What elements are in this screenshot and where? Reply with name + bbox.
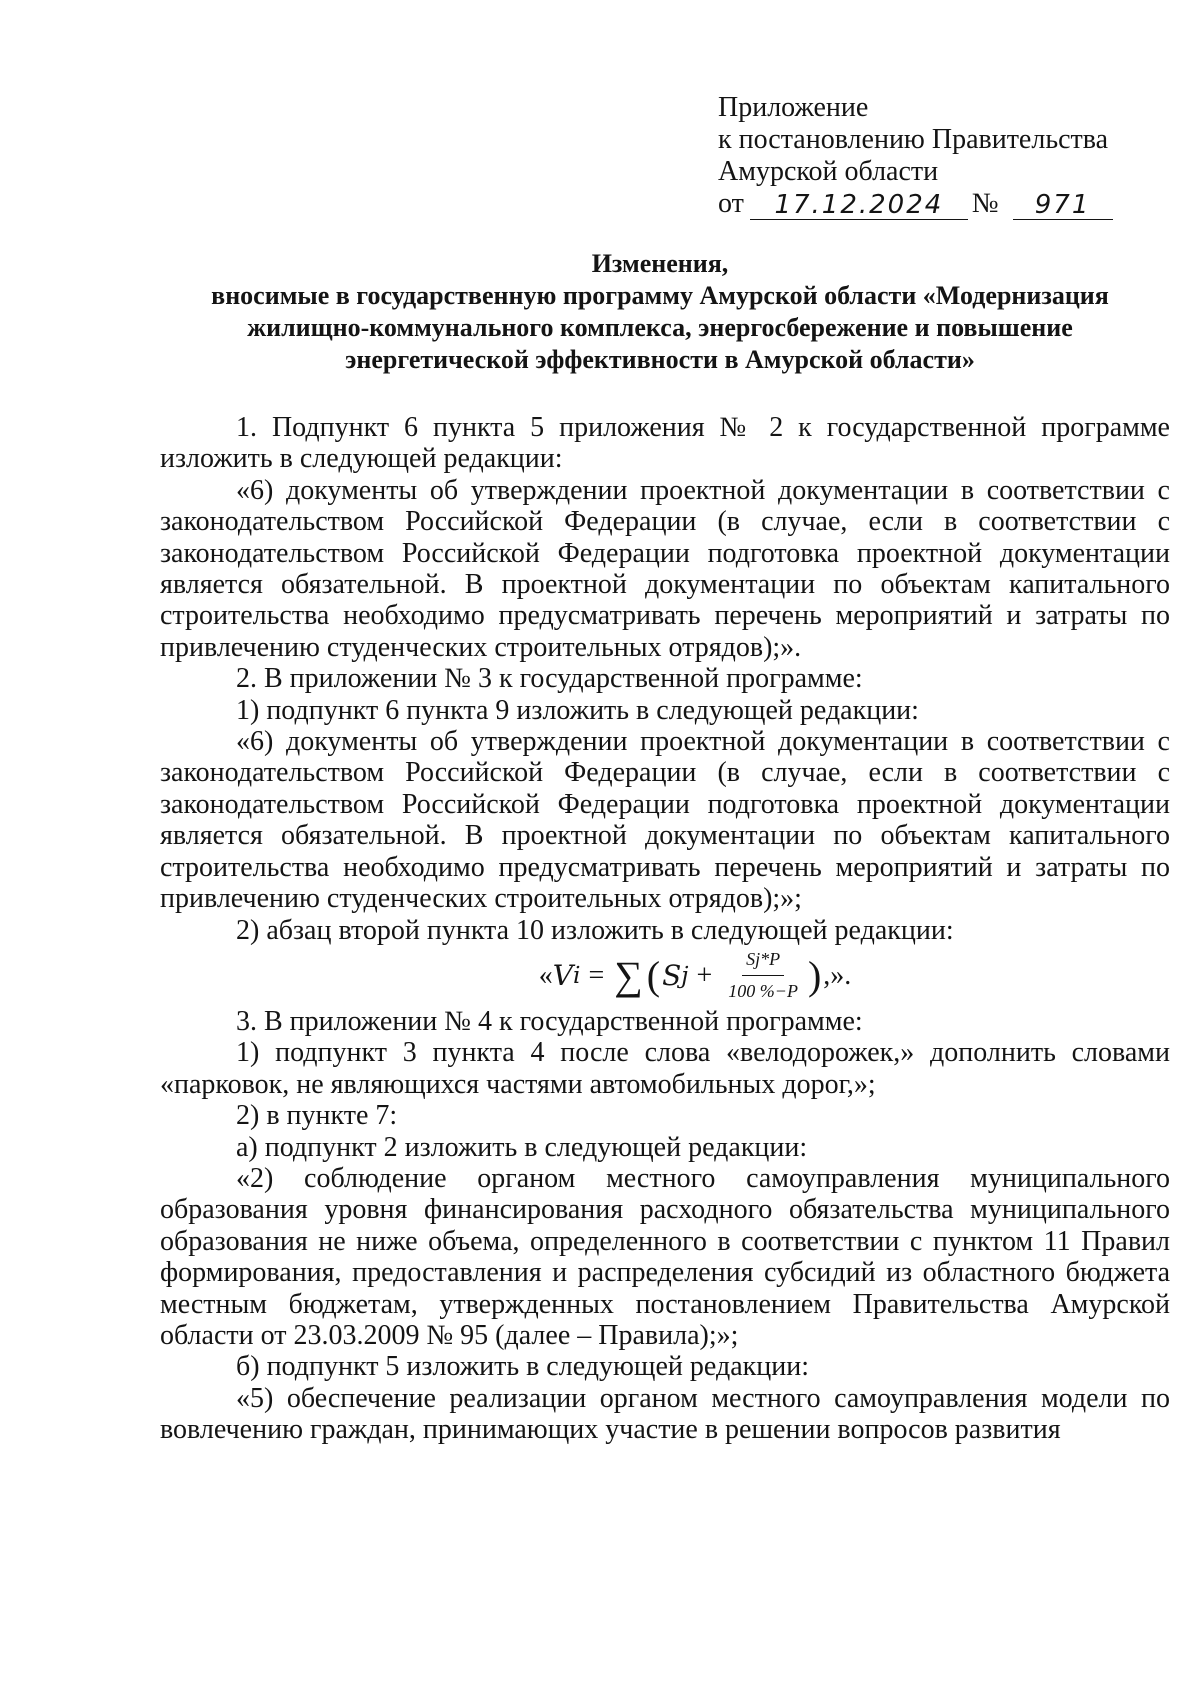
document-heading <box>150 248 1170 376</box>
paragraph-1: 1. Подпункт 6 пункта 5 приложения № 2 к государственной программе изложить в следующей редакции: <box>160 412 1170 475</box>
appendix-title: Приложение <box>718 92 869 123</box>
paragraph-7: 3. В приложении № 4 к государственной программе: <box>236 1005 863 1037</box>
handwritten-number: 971 <box>1013 191 1113 220</box>
from-label: от <box>718 188 744 219</box>
formula-denominator: 100 %−P <box>728 981 798 1002</box>
paragraph-9: 2) в пункте 7: <box>236 1100 398 1132</box>
paragraph-3: 2. В приложении № 3 к государственной программе: <box>236 663 863 695</box>
formula-numerator: Sj*P <box>742 944 784 976</box>
decree-date-number-line <box>718 188 1138 220</box>
paragraph-10: а) подпункт 2 изложить в следующей редакции: <box>236 1131 808 1163</box>
paragraph-8: 1) подпункт 3 пункта 4 после слова «велодорожек,» дополнить словами «парковок, не являющихся частями автомобильных дорог,»; <box>160 1037 1170 1100</box>
formula-term: S <box>662 959 682 993</box>
formula-sum: ∑ <box>614 952 643 998</box>
paragraph-6: 2) абзац второй пункта 10 изложить в следующей редакции: <box>236 914 954 946</box>
formula-fraction <box>724 944 802 1008</box>
paragraph-13: «5) обеспечение реализации органом местного самоуправления модели по вовлечению граждан, принимающих участие в решении вопросов развития <box>160 1382 1170 1446</box>
number-sign: № <box>971 188 999 219</box>
paragraph-2: «6) документы об утверждении проектной документации в соответствии с законодательством Российской Федерации (в случае, если в соответствии с законодательством Российской Федерации подготовка проектной документации является обязательной. В проектной документации по объектам капитального строительства необходимо предусматривать перечень мероприятий и затраты по привлечению студенческих строительных отрядов);». <box>160 474 1170 663</box>
paragraph-4: 1) подпункт 6 пункта 9 изложить в следующей редакции: <box>236 694 919 726</box>
formula <box>220 948 1170 1004</box>
paragraph-12: б) подпункт 5 изложить в следующей редакции: <box>236 1351 809 1383</box>
formula-close-paren: ) <box>807 952 822 998</box>
formula-open-quote: « <box>538 960 553 992</box>
document-body <box>160 412 1170 1446</box>
formula-open-paren: ( <box>646 952 661 998</box>
formula-term-sub: j <box>681 961 689 990</box>
paragraph-11: «2) соблюдение органом местного самоуправления муниципального образования уровня финансирования расходного обязательства муниципального образования не ниже объема, определенного в соответствии с пунктом 11 Правил формирования, предоставления и распределения субсидий из областного бюджета местным бюджетам, утвержденных постановлением Правительства Амурской области от 23.03.2009 № 95 (далее – Правила);»; <box>160 1162 1170 1351</box>
formula-equals: = <box>588 960 605 992</box>
appendix-decree-line: к постановлению Правительства <box>718 124 1109 155</box>
formula-plus: + <box>696 960 713 992</box>
paragraph-5: «6) документы об утверждении проектной документации в соответствии с законодательством Российской Федерации (в случае, если в соответствии с законодательством Российской Федерации подготовка проектной документации является обязательной. В проектной документации по объектам капитального строительства необходимо предусматривать перечень мероприятий и затраты по привлечению студенческих строительных отрядов);»; <box>160 726 1170 915</box>
appendix-region-line: Амурской области <box>718 156 939 187</box>
formula-lhs-sub: i <box>572 961 581 990</box>
appendix-block <box>718 92 1138 220</box>
heading-line-2: жилищно-коммунального комплекса, энергосбережение и повышение <box>247 313 1073 342</box>
formula-tail: ,». <box>823 960 852 992</box>
handwritten-date: 17.12.2024 <box>750 191 968 220</box>
formula-lhs: V <box>552 959 573 993</box>
heading-title: Изменения, <box>591 249 729 278</box>
heading-line-3: энергетической эффективности в Амурской области» <box>345 345 975 374</box>
heading-line-1: вносимые в государственную программу Амурской области «Модернизация <box>211 281 1109 310</box>
